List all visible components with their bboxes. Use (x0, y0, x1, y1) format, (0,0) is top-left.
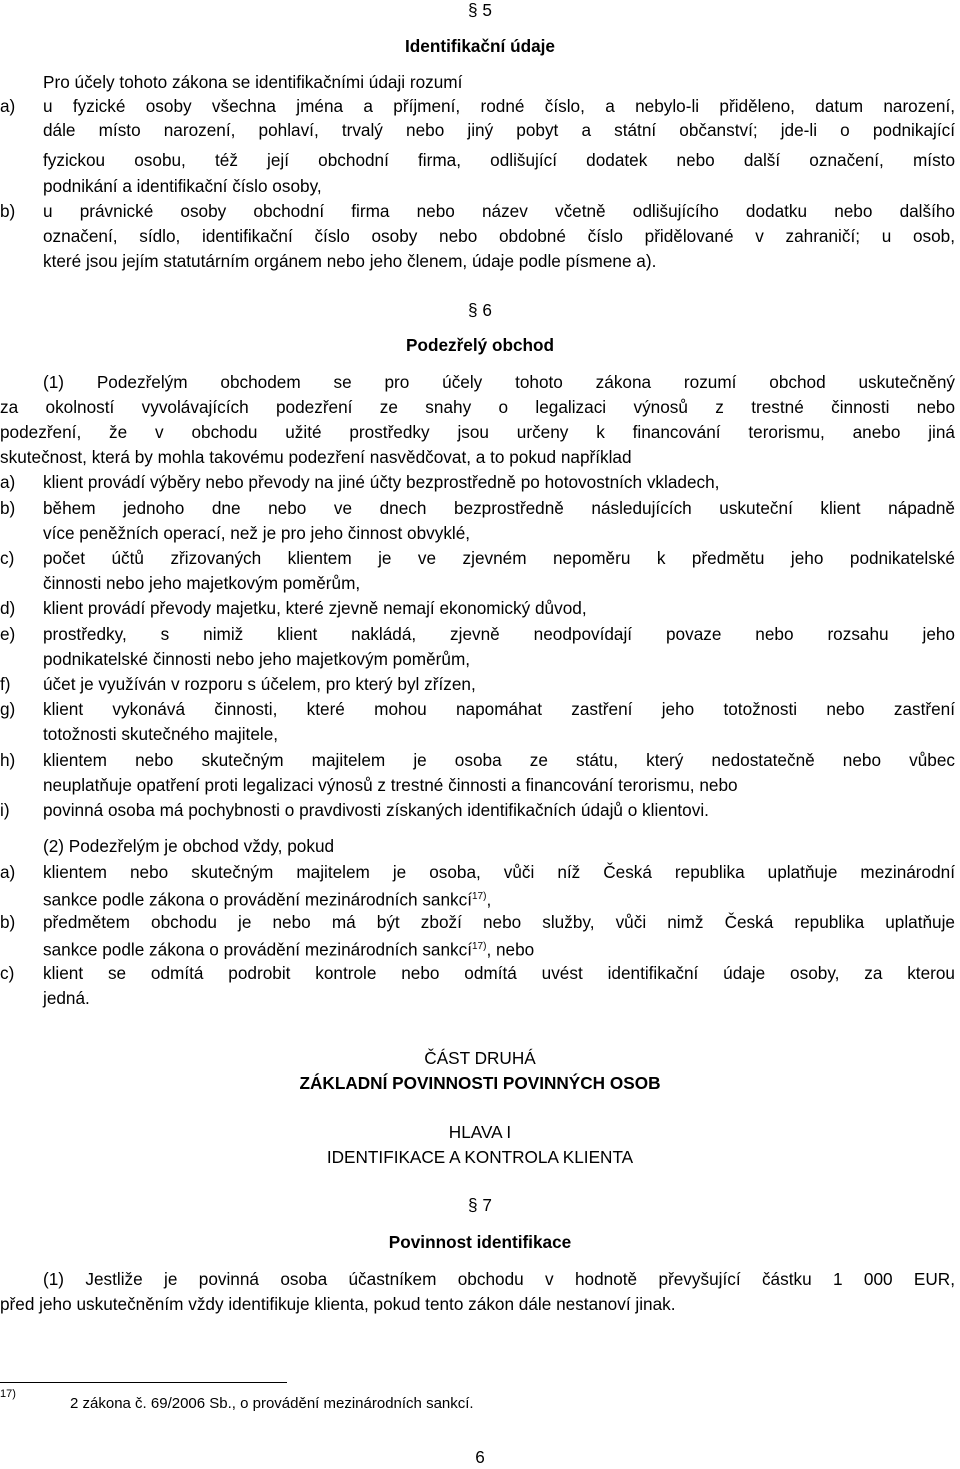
paragraph-line: za okolností vyvolávajících podezření ze snahy o legalizaci výnosů z trestné činnosti nebo (0, 397, 955, 417)
footnote-separator (0, 1382, 287, 1383)
paragraph-line: u fyzické osoby všechna jména a příjmení, rodné číslo, a nebylo-li přiděleno, datum narození, (43, 96, 955, 116)
list-label: a) (0, 96, 16, 116)
paragraph-line: označení, sídlo, identifikační číslo osoby nebo obdobné číslo přidělované v zahraničí; u osob, (43, 226, 955, 246)
section-5-intro: Pro účely tohoto zákona se identifikačními údaji rozumí (43, 72, 463, 92)
list-item: klient vykonává činnosti, které mohou napomáhat zastření jeho totožnosti nebo zastření (43, 699, 955, 719)
footnote-reference: 17) (472, 941, 487, 952)
list-label: e) (0, 624, 16, 644)
list-label: b) (0, 201, 16, 221)
paragraph-line: které jsou jejím statutárním orgánem nebo jeho členem, údaje podle písmene a). (43, 251, 657, 271)
paragraph-line: před jeho uskutečněním vždy identifikuje klienta, pokud tento zákon dále nestanoví jinak. (0, 1294, 676, 1314)
list-item: klient provádí výběry nebo převody na jiné účty bezprostředně po hotovostních vkladech, (43, 472, 720, 492)
list-item: předmětem obchodu je nebo má být zboží nebo služby, vůči nimž Česká republika uplatňuje (43, 912, 955, 932)
list-item: neuplatňuje opatření proti legalizaci výnosů z trestné činnosti a financování terorismu, nebo (43, 775, 738, 795)
list-label: f) (0, 674, 11, 694)
section-7-title: Povinnost identifikace (388, 1232, 572, 1252)
paragraph-line: fyzickou osobu, též její obchodní firma, odlišující dodatek nebo další označení, místo (43, 150, 955, 170)
paragraph-line: podnikání a identifikační číslo osoby, (43, 176, 322, 196)
list-label: a) (0, 472, 16, 492)
footnote-reference: 17) (472, 891, 487, 902)
part-label: ČÁST DRUHÁ (424, 1048, 536, 1068)
list-label: b) (0, 498, 16, 518)
list-label: i) (0, 800, 10, 820)
list-item: klient provádí převody majetku, které zjevně nemají ekonomický důvod, (43, 598, 587, 618)
section-7-number: § 7 (468, 1195, 492, 1215)
paragraph-line: (1) Jestliže je povinná osoba účastníkem obchodu v hodnotě převyšující částku 1 000 EUR, (43, 1269, 955, 1289)
section-6-title: Podezřelý obchod (405, 335, 555, 355)
list-item: klientem nebo skutečným majitelem je osoba, vůči níž Česká republika uplatňuje mezinárodní (43, 862, 955, 882)
list-item: klientem nebo skutečným majitelem je osoba ze státu, který nedostatečně nebo vůbec (43, 750, 955, 770)
list-item: podnikatelské činnosti nebo jeho majetkovým poměrům, (43, 649, 471, 669)
list-item: více peněžních operací, než je pro jeho činnost obvyklé, (43, 523, 471, 543)
list-item (43, 935, 534, 962)
list-label: h) (0, 750, 16, 770)
paragraph-line: skutečnost, která by mohla takovému podezření nasvědčovat, a to pokud například (0, 447, 632, 467)
list-item: totožnosti skutečného majitele, (43, 724, 279, 744)
section-6-number: § 6 (468, 300, 492, 320)
list-item: klient se odmítá podrobit kontrole nebo odmítá uvést identifikační údaje osoby, za kterou (43, 963, 955, 983)
list-label: c) (0, 548, 15, 568)
paragraph-2-intro: (2) Podezřelým je obchod vždy, pokud (43, 836, 335, 856)
paragraph-line: u právnické osoby obchodní firma nebo název včetně odlišujícího dodatku nebo dalšího (43, 201, 955, 221)
section-5-number: § 5 (468, 0, 492, 20)
list-item-text: sankce podle zákona o provádění mezinárodních sankcí (43, 939, 472, 960)
head-title: IDENTIFIKACE A KONTROLA KLIENTA (326, 1147, 634, 1167)
list-item-text: sankce podle zákona o provádění mezinárodních sankcí (43, 889, 472, 910)
list-label: g) (0, 699, 16, 719)
list-item: počet účtů zřizovaných klientem je ve zjevném nepoměru k předmětu jeho podnikatelské (43, 548, 955, 568)
list-label: d) (0, 598, 16, 618)
list-item-text: , nebo (486, 939, 535, 960)
page-number: 6 (475, 1447, 485, 1467)
section-5-title: Identifikační údaje (405, 36, 555, 56)
list-label: c) (0, 963, 15, 983)
list-item: účet je využíván v rozporu s účelem, pro který byl zřízen, (43, 674, 476, 694)
footnote-text: 2 zákona č. 69/2006 Sb., o provádění mezinárodních sankcí. (70, 1395, 474, 1412)
head-label: HLAVA I (448, 1122, 512, 1142)
list-item: během jednoho dne nebo ve dnech bezprostředně následujících uskuteční klient nápadně (43, 498, 955, 518)
list-item-text: , (486, 889, 492, 910)
list-label: b) (0, 912, 16, 932)
list-item (43, 885, 491, 912)
paragraph-line: (1) Podezřelým obchodem se pro účely tohoto zákona rozumí obchod uskutečněný (43, 372, 955, 392)
footnote-mark: 17) (0, 1388, 16, 1400)
list-item: činnosti nebo jeho majetkovým poměrům, (43, 573, 361, 593)
list-item: jedná. (43, 988, 90, 1008)
list-item: prostředky, s nimiž klient nakládá, zjevně neodpovídají povaze nebo rozsahu jeho (43, 624, 955, 644)
paragraph-line: podezření, že v obchodu užité prostředky jsou určeny k financování terorismu, anebo jiná (0, 422, 955, 442)
paragraph-line: dále místo narození, pohlaví, trvalý nebo jiný pobyt a státní občanství; jde-li o podnikající (43, 120, 955, 140)
part-title: ZÁKLADNÍ POVINNOSTI POVINNÝCH OSOB (299, 1073, 661, 1093)
list-item: povinná osoba má pochybnosti o pravdivosti získaných identifikačních údajů o klientovi. (43, 800, 709, 820)
list-label: a) (0, 862, 16, 882)
